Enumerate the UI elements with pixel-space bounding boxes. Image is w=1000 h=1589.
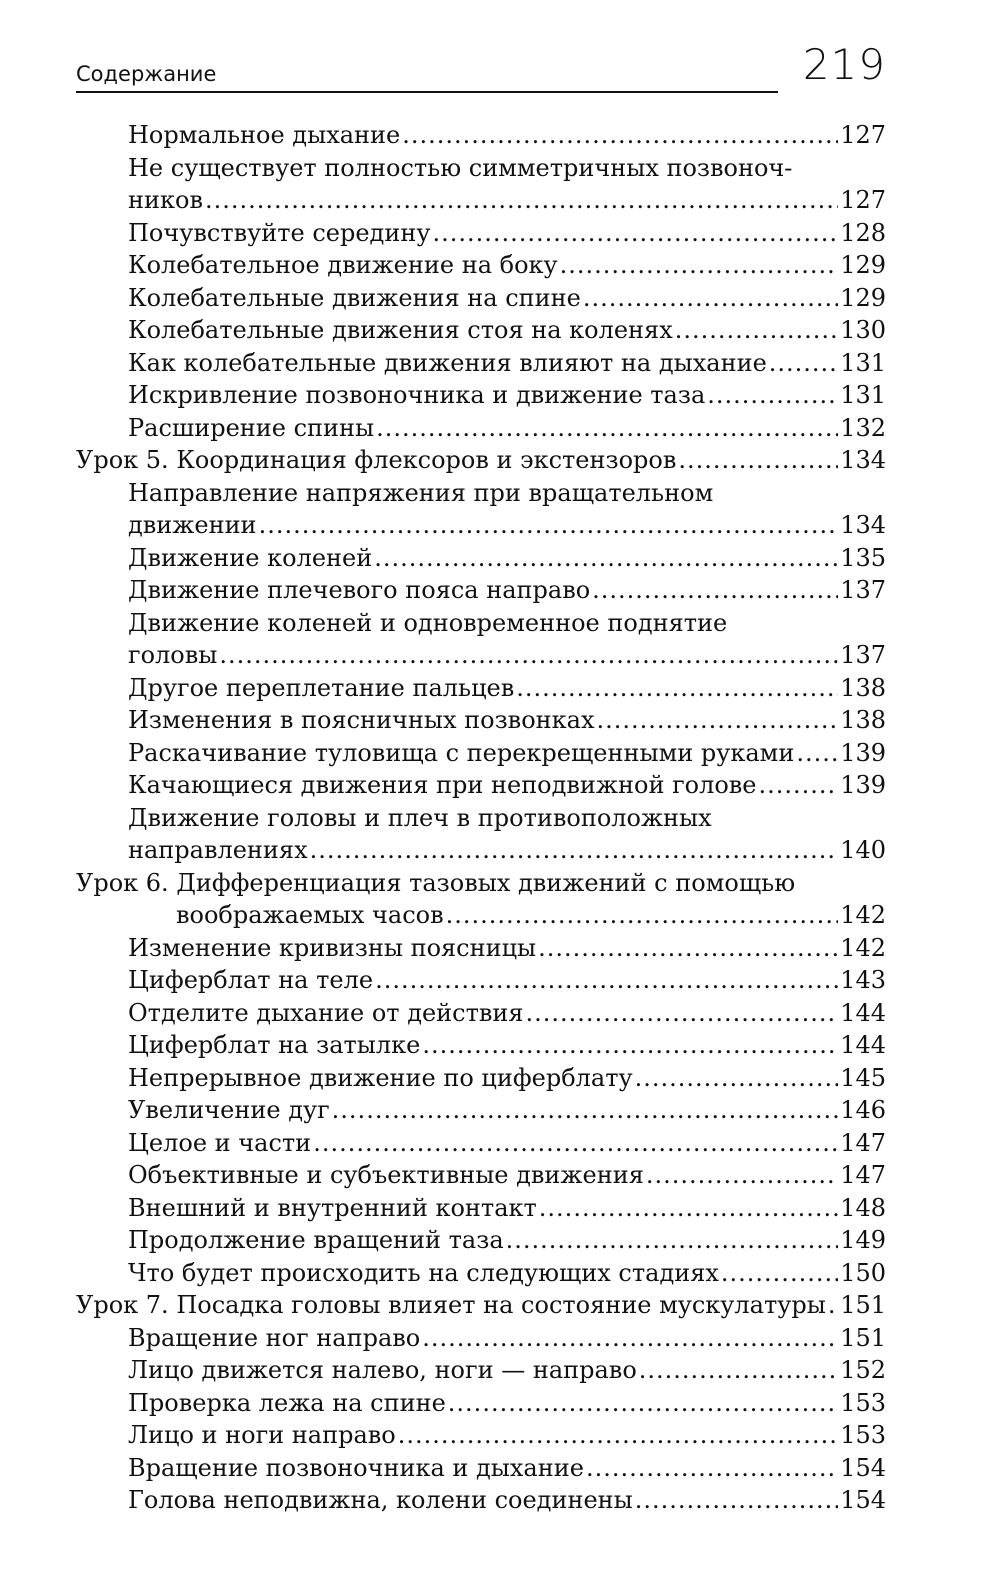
dot-leader (596, 704, 838, 737)
toc-page-number: 134 (840, 511, 886, 539)
toc-page-number: 145 (840, 1063, 886, 1092)
toc-page-number: 135 (840, 543, 886, 572)
toc-entry-title-line: Увеличение дуг (128, 1096, 330, 1124)
toc-entry-title-line: Что будет происходить на следующих стадиях (128, 1258, 719, 1287)
toc-entry-title-line: Качающиеся движения при неподвижной голове (128, 771, 757, 799)
toc-page-number: 127 (840, 121, 886, 149)
toc-page-number: 132 (840, 413, 886, 442)
dot-leader (398, 1419, 838, 1452)
toc-entry-title-line: Голова неподвижна, колени соединены (128, 1486, 633, 1514)
toc-page-number: 150 (840, 1258, 886, 1287)
toc-entry-title-line: Урок 7. Посадка головы влияет на состояние мускулатуры (76, 1291, 826, 1319)
toc-section-entry (76, 1094, 886, 1127)
toc-section-entry (76, 1484, 886, 1517)
toc-entry-title-line: Объективные и субъективные движения (128, 1161, 644, 1189)
dot-leader (538, 932, 838, 965)
toc-section-entry (76, 347, 886, 380)
toc-entry-title-line: воображаемых часов (176, 901, 444, 929)
toc-page-number: 127 (840, 186, 886, 214)
dot-leader (526, 997, 839, 1030)
dot-leader (448, 1387, 838, 1420)
toc-section-entry (76, 542, 886, 575)
dot-leader (635, 1062, 839, 1095)
dot-leader (402, 119, 838, 152)
toc-section-entry (76, 769, 886, 802)
dot-leader (374, 542, 838, 575)
toc-entry-title-line: Другое переплетание пальцев (128, 673, 515, 702)
toc-page-number: 128 (840, 218, 886, 247)
toc-entry-title-line: Раскачивание туловища с перекрещенными руками (128, 738, 795, 767)
page-number: 219 (802, 40, 886, 89)
dot-leader (707, 379, 838, 412)
toc-entry-title-line: Вращение ног направо (128, 1323, 421, 1352)
toc-page-number: 143 (840, 966, 886, 994)
toc-section-entry (76, 574, 886, 607)
toc-page-number: 147 (840, 1128, 886, 1157)
toc-section-entry (76, 1127, 886, 1160)
toc-section-entry (76, 379, 886, 412)
toc-page-number: 144 (840, 1031, 886, 1059)
dot-leader (422, 1029, 838, 1062)
toc-page-number: 129 (840, 251, 886, 279)
toc-page-number: 154 (840, 1453, 886, 1482)
toc-section-entry (76, 314, 886, 347)
toc-section-entry (76, 1452, 886, 1485)
toc-section-entry (76, 282, 886, 315)
toc-entry-title-line: Циферблат на затылке (128, 1031, 421, 1059)
toc-section-entry (76, 477, 886, 542)
dot-leader (769, 347, 838, 380)
toc-entry-title-line: Нормальное дыхание (128, 121, 401, 149)
toc-section-entry (76, 249, 886, 282)
dot-leader (310, 834, 839, 867)
toc-page-number: 140 (840, 836, 886, 864)
toc-section-entry (76, 1159, 886, 1192)
toc-chapter-entry (76, 867, 886, 932)
toc-section-entry (76, 1419, 886, 1452)
toc-entry-title-line: Урок 5. Координация флексоров и экстензоров (76, 446, 677, 474)
dot-leader (796, 737, 838, 770)
toc-section-entry (76, 672, 886, 705)
toc-entry-title-line: Движение плечевого пояса направо (128, 576, 591, 604)
dot-leader (376, 412, 838, 445)
toc-page-number: 142 (840, 933, 886, 962)
toc-page-number: 146 (840, 1096, 886, 1124)
toc-entry-title-line: Целое и части (128, 1128, 312, 1157)
dot-leader (721, 1257, 838, 1290)
toc-section-entry (76, 802, 886, 867)
toc-page-number: 151 (840, 1323, 886, 1352)
toc-section-entry (76, 412, 886, 445)
dot-leader (639, 1354, 838, 1387)
toc-section-entry (76, 119, 886, 152)
dot-leader (635, 1484, 838, 1517)
toc-section-entry (76, 1257, 886, 1290)
toc-page-number: 130 (840, 316, 886, 344)
toc-entry-title-line: Колебательные движения стоя на коленях (128, 316, 673, 344)
table-of-contents (76, 119, 886, 1517)
toc-entry-title-line: Колебательные движения на спине (128, 283, 581, 312)
dot-leader (432, 217, 838, 250)
toc-entry-title-line: Расширение спины (128, 413, 375, 442)
dot-leader (586, 1452, 838, 1485)
toc-entry-title-line: ников (128, 186, 203, 214)
dot-leader (516, 672, 838, 705)
toc-section-entry (76, 1029, 886, 1062)
toc-section-entry (76, 704, 886, 737)
page-header (76, 40, 886, 100)
dot-leader (678, 444, 838, 477)
toc-page-number: 137 (840, 576, 886, 604)
dot-leader (422, 1322, 838, 1355)
dot-leader (205, 184, 838, 217)
toc-section-entry (76, 1062, 886, 1095)
dot-leader (828, 1289, 838, 1322)
toc-section-entry (76, 1322, 886, 1355)
toc-entry-title-line: направлениях (128, 836, 308, 864)
dot-leader (332, 1094, 839, 1127)
toc-page-number: 137 (840, 641, 886, 669)
toc-chapter-entry (76, 1289, 886, 1322)
toc-entry-title-line: Движение коленей (128, 543, 373, 572)
toc-section-entry (76, 997, 886, 1030)
toc-section-entry (76, 932, 886, 965)
toc-section-entry (76, 737, 886, 770)
toc-page-number: 142 (840, 901, 886, 929)
toc-page-number: 134 (840, 446, 886, 474)
toc-page-number: 144 (840, 998, 886, 1027)
toc-entry-title-line: Движение коленей и одновременное поднятие (128, 608, 728, 637)
dot-leader (560, 249, 839, 282)
toc-page-number: 139 (840, 738, 886, 767)
toc-entry-title-line: Проверка лежа на спине (128, 1388, 446, 1417)
toc-page-number: 131 (840, 348, 886, 377)
toc-page-number: 139 (840, 771, 886, 799)
toc-page-number: 153 (840, 1388, 886, 1417)
toc-entry-title-line: Изменения в поясничных позвонках (128, 706, 595, 734)
toc-entry-title-line: Внешний и внутренний контакт (128, 1193, 537, 1222)
toc-entry-title-line: Искривление позвоночника и движение таза (128, 381, 706, 409)
toc-entry-title-line: Лицо и ноги направо (128, 1421, 396, 1449)
toc-section-entry (76, 217, 886, 250)
toc-section-entry (76, 152, 886, 217)
toc-entry-title-line: Колебательное движение на боку (128, 251, 558, 279)
running-header-title: Содержание (76, 62, 217, 86)
toc-section-entry (76, 964, 886, 997)
toc-entry-title-line: Направление напряжения при вращательном (128, 478, 714, 507)
toc-entry-title-line: Непрерывное движение по циферблату (128, 1063, 633, 1092)
toc-page-number: 154 (840, 1486, 886, 1514)
dot-leader (313, 1127, 838, 1160)
toc-entry-title-line: головы (128, 641, 218, 669)
toc-entry-title-line: Почувствуйте середину (128, 218, 431, 247)
toc-page-number: 152 (840, 1356, 886, 1384)
dot-leader (583, 282, 838, 315)
toc-page-number: 131 (840, 381, 886, 409)
toc-page-number: 138 (840, 673, 886, 702)
toc-entry-title-line: Урок 6. Дифференциация тазовых движений с помощью (76, 868, 796, 897)
toc-entry-title-line: Циферблат на теле (128, 966, 374, 994)
toc-page-number: 138 (840, 706, 886, 734)
dot-leader (375, 964, 838, 997)
dot-leader (219, 639, 838, 672)
toc-entry-title-line: Лицо движется налево, ноги — направо (128, 1356, 637, 1384)
toc-section-entry (76, 1224, 886, 1257)
toc-page-number: 151 (840, 1291, 886, 1319)
dot-leader (259, 509, 839, 542)
toc-section-entry (76, 1387, 886, 1420)
toc-entry-title-line: Как колебательные движения влияют на дыхание (128, 348, 767, 377)
toc-page-number: 148 (840, 1193, 886, 1222)
dot-leader (675, 314, 838, 347)
toc-chapter-entry (76, 444, 886, 477)
toc-section-entry (76, 1192, 886, 1225)
toc-entry-title-line: Отделите дыхание от действия (128, 998, 524, 1027)
dot-leader (646, 1159, 838, 1192)
dot-leader (446, 899, 839, 932)
toc-page-number: 129 (840, 283, 886, 312)
toc-section-entry (76, 1354, 886, 1387)
toc-page-number: 149 (840, 1226, 886, 1254)
toc-entry-title-line: движении (128, 511, 257, 539)
toc-page-number: 153 (840, 1421, 886, 1449)
toc-entry-title-line: Вращение позвоночника и дыхание (128, 1453, 584, 1482)
dot-leader (592, 574, 838, 607)
toc-entry-title-line: Продолжение вращений таза (128, 1226, 504, 1254)
toc-entry-title-line: Не существует полностью симметричных позвоноч- (128, 153, 793, 182)
toc-section-entry (76, 607, 886, 672)
dot-leader (759, 769, 839, 802)
dot-leader (506, 1224, 839, 1257)
toc-entry-title-line: Изменение кривизны поясницы (128, 933, 537, 962)
toc-entry-title-line: Движение головы и плеч в противоположных (128, 803, 712, 832)
toc-page-number: 147 (840, 1161, 886, 1189)
dot-leader (539, 1192, 838, 1225)
header-rule (76, 91, 778, 93)
